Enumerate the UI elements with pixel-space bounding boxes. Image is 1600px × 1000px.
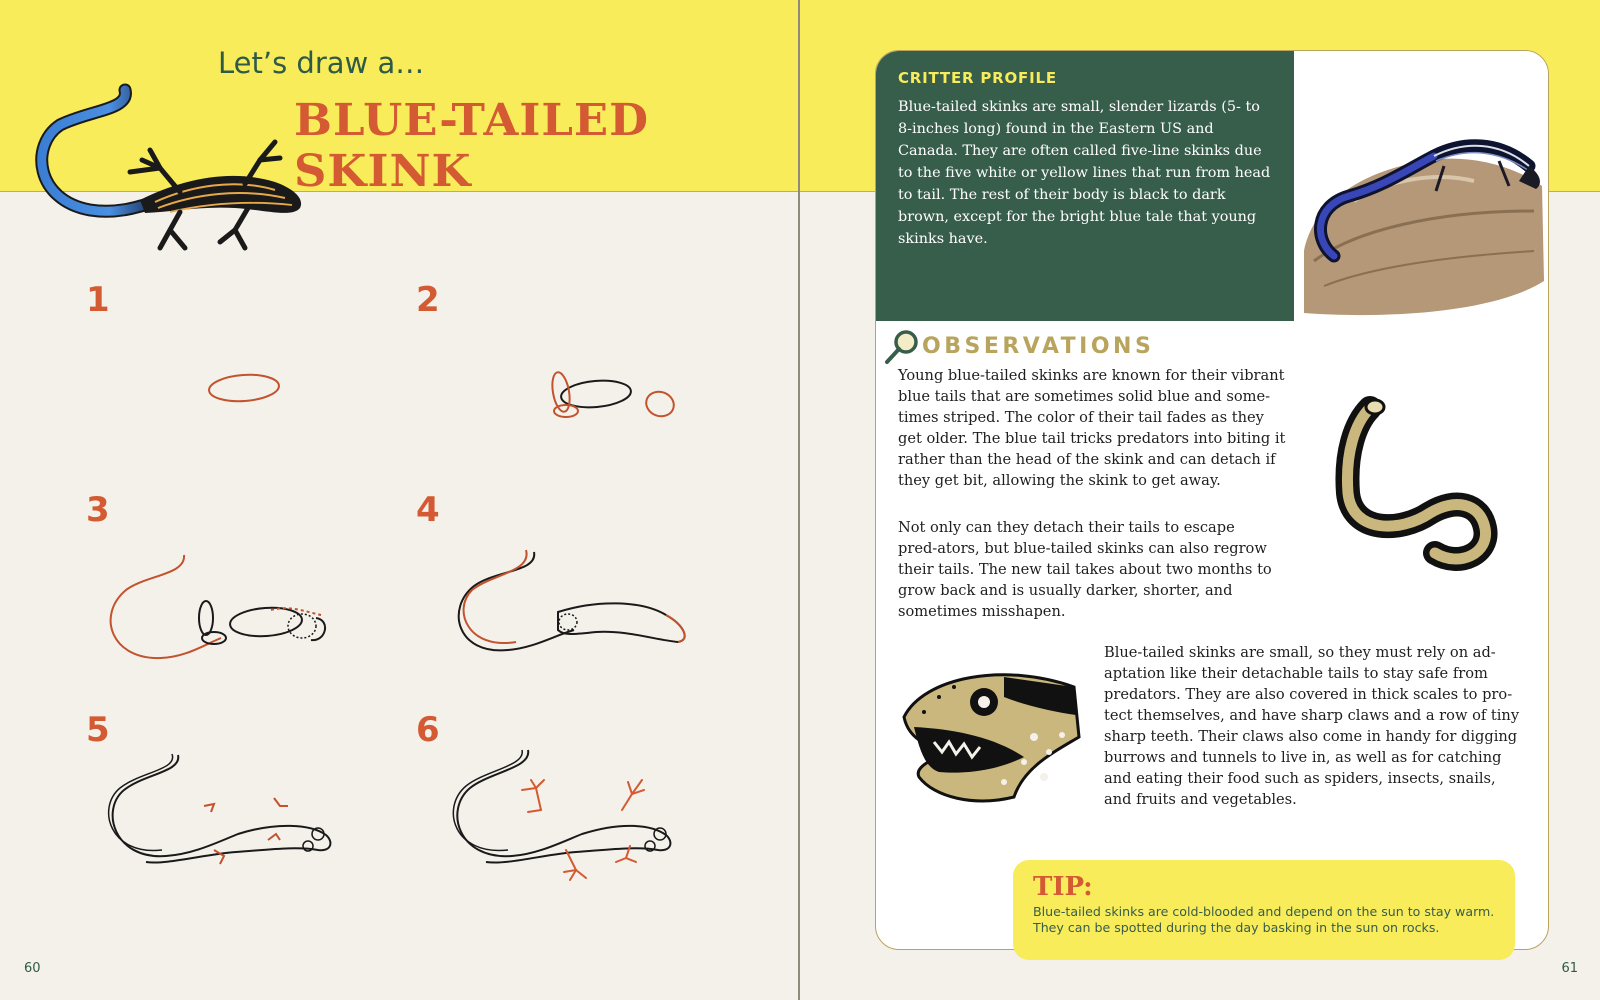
critter-profile-panel: [876, 51, 1294, 321]
skink-illustration: [30, 80, 320, 255]
step-number: 5: [86, 710, 110, 750]
step-1-drawing: [86, 280, 386, 480]
info-card: [875, 50, 1549, 950]
observations-heading: OBSERVATIONS: [922, 334, 1155, 359]
step-number: 3: [86, 490, 110, 530]
step-number: 2: [416, 280, 440, 320]
detached-tail-illustration: [1320, 393, 1500, 573]
step-4: [416, 490, 716, 690]
critter-profile-text: Blue-tailed skinks are small, slender lizards (5- to 8-inches long) found in the Eastern US and Canada. They are often called five-line skinks due to the five white or yellow lines that run from head to tail. The rest of their body is black to dark brown, except for the bright blue tale that young skinks have.: [898, 99, 1271, 247]
tip-box: [1013, 860, 1515, 960]
step-4-drawing: [416, 490, 716, 690]
step-2: [416, 280, 716, 480]
page-title: BLUE-TAILED SKINK: [294, 95, 650, 197]
step-6-drawing: [416, 710, 716, 910]
kicker-text: Let’s draw a…: [218, 46, 425, 80]
step-number: 1: [86, 280, 110, 320]
step-5-drawing: [86, 710, 386, 910]
observation-paragraph-2: Not only can they detach their tails to escape pred-ators, but blue-tailed skinks can also regrow their tails. The new tail takes about two months to grow back and is usually darker, shorter, and sometimes misshapen.: [898, 519, 1272, 620]
page-number-right: 61: [1561, 961, 1578, 976]
step-number: 4: [416, 490, 440, 530]
critter-profile-heading: CRITTER PROFILE: [898, 69, 1057, 87]
step-number: 6: [416, 710, 440, 750]
step-1: [86, 280, 386, 480]
magnifying-glass-icon: [882, 327, 922, 367]
step-3-drawing: [86, 490, 386, 690]
tip-text: Blue-tailed skinks are cold-blooded and depend on the sun to stay warm. They can be spotted during the day basking in the sun on rocks.: [1033, 904, 1495, 935]
tip-label: TIP:: [1033, 872, 1093, 902]
step-6: [416, 710, 716, 910]
observation-paragraph-3: Blue-tailed skinks are small, so they must rely on ad-aptation like their detachable tails to stay safe from predators. They are also covered in thick scales to pro-tect themselves, and have sharp claws and a row of tiny sharp teeth. Their claws also come in handy for digging burrows and tunnels to live in, as well as for catching and eating their food such as spiders, insects, snails, and fruits and vegetables.: [1104, 644, 1520, 808]
step-3: [86, 490, 386, 690]
step-2-drawing: [416, 280, 716, 480]
step-5: [86, 710, 386, 910]
right-page: [800, 0, 1600, 1000]
skink-head-illustration: [894, 657, 1084, 807]
skink-photo: [1294, 51, 1549, 321]
observation-paragraph-1: Young blue-tailed skinks are known for their vibrant blue tails that are sometimes solid blue and some-times striped. The color of their tail fades as they get older. The blue tail tricks predators into biting it rather than the head of the skink and can detach if they get bit, allowing the skink to get away.: [898, 367, 1286, 489]
page-number-left: 60: [24, 961, 41, 976]
